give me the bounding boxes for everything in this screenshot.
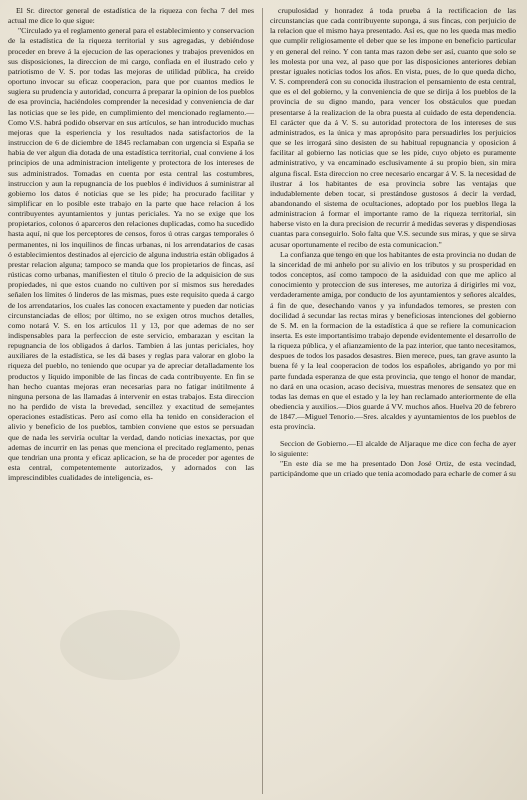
right-column (270, 6, 516, 479)
left-column (8, 6, 254, 483)
column-divider (262, 8, 263, 794)
paragraph: crupulosidad y honradez á toda prueba á la rectificacion de las circunstancias que cada contribuyente suponga, á sus fincas, con perjuicio de la relacion que el mismo haya presentado. Así es, que no les queda mas medio que cumplir religiosamente el deber que se les impone en beneficio particular y en general del reino. Y con tanta mas razon debe ser así, cuanto que solo se les molesta por una vez, al paso que por las disposiciones anteriores debian prestar iguales noticias todos los años. En vista, pues, de lo que queda dicho, V. S. comprenderá con su conocida ilustracion el pensamiento de esta central, que es el del gobierno, y la conveniencia de que se dirija á los pueblos de la provincia de su digno mando, para vencer los obstáculos que puedan presentarse á la realizacion de la obra puesta al cuidado de esta dependencia. El carácter que da á V. S. su autoridad protectora de los intereses de sus administrados, es la única y mas apropósito para persuadirles los perjuicios que se les irrogará sino desisten de su habitual repugnancia y oposicion á facilitar al gobierno las noticias que se les pide, cuyo objeto es puramente administrativo, y va encaminado esclusivamente á su propio bien, sin mira alguna fiscal. Esta direccion no cree necesario encargar á V. S. la necesidad de ilustrar á los habitantes de esa provincia sobre las ventajas que indudablemente deben tocar, si prestándose gustosos á decir la verdad, abandonando el sistema de ocultaciones, adoptado por los pueblos llega la administracion á formar el importante ramo de la riqueza territorial, sin haberse visto en la dura precision de recurrir á medidas severas y dispendiosas cuantas para conseguirlo. Solo falta que V.S. secunde sus miras, y que se sirva acusar oportunamente el recibo de esta comunicacion." (270, 6, 516, 249)
section-heading: Seccion de Gobierno. (280, 438, 349, 448)
section-quote: "En este dia se me ha presentado Don José Ortiz, de esta vecindad, participándome que un criado que tenia acomodado para echarle de comer á su (270, 458, 516, 479)
section-paragraph (270, 439, 516, 459)
paragraph: El Sr. director general de estadística de la riqueza con fecha 7 del mes actual me dice lo que sigue: (8, 6, 254, 26)
paragraph: "Circulado ya el reglamento general para el establecimiento y conservacion de la estadística de la riqueza territorial y sus agregadas, y debiéndose proceder en breve á la ejecucion de las operaciones y trabajos prevenidos en sus disposiciones, la direccion de mi cargo, confiada en el ilustrado celo y patriotismo de V. S. por todas las mejoras de utilidad pública, ha creido oportuno invocar su eficaz cooperacion, para que por cuantos medios le sugiera su prudencia y autoridad, concurra á preparar la opinion de los pueblos de esa provincia, haciéndoles comprender la necesidad y conveniencia de dar las noticias que se les pide, en cumplimiento del mencionado reglamento.—Como V.S. habrá podido observar en sus artículos, se han introducido muchas mejoras que la esperiencia y los resultados nada satisfactorios de la instruccion de 6 de diciembre de 1845 reclamaban con urgencia si España se habia de ver algun dia dotada de una estadística territorial, cual conviene á los principios de una administracion inteligente y protectora de los intereses de sus administrados. Tomadas en cuenta por esta central las costumbres, instruccion y aun la repugnancia de los pueblos é individuos á suministrar al gobierno los datos é noticias que se les pide; ha procurado facilitar y simplificar en lo posible este trabajo en la parte que hace relacion á los contribuyentes ayuntamientos y juntas periciales. Ya no se exige que los propietarios, colonos ó aparceros den relaciones duplicadas, como ha sucedido hasta aquí, ni que los perceptores de censos, foros ú otras cargas temporales ó permanentes, ni los inquilinos de fincas urbanas, ni los arrendatarios de casas ó establecimientos destinados al ejercicio de alguna industria están obligados á prestar relacion alguna; tampoco se manda que los propietarios de fincas, así rústicas como urbanas, manifiesten el título ó precio de la adquisicion de sus propiedades, ni que estos cuando no cultiven por sí mismos sus heredades señalen los límites ó linderos de las mismas, pues este requisito queda á cargo de los arrendatarios, los cuales las conocen exactamente y pueden dar noticias circunstanciadas de ellos; por último, no se exigen otros muchos detalles, como notará V. S. en los artículos 11 y 13, por que ademas de no ser indispensables para la perfeccion de este servicio, embarazan y escitan la repugnancia de los obligados á darlos. Tambien á las juntas periciales, hoy auxiliares de la estadística, se les dá bases y reglas para valorar en globo la riqueza del pueblo, no teniendo que ocupar ya de apreciar detalladamente los productos y líquido imponible de las fincas de cada contribuyente. En fin se han hecho cuantas mejoras eran necesarias para no fatigar inútilmente á ninguna persona de las llamadas á intervenir en estas trabajos. Esta direccion no ha perdido de vista la brevedad, sencillez y exactitud de semejantes operaciones estadísticas. Pero así como ella ha tenido en consideracion el alivio y beneficio de los pueblos, tambien conviene que estos se persuadan que de nada les serviría ocultar la verdad, dando noticias inexactas, por que ademas de incurrir en las penas que menciona el precitado reglamento, penas que tendrian una pronta y eficaz aplicacion, se ha de proceder por agentes de esta central, competentemente autorizados, y adornados con las imprescindibles cualidades de inteligencia, es- (8, 26, 254, 483)
section-text: —El alcalde de Aljaraque me dice con fecha de ayer lo siguiente: (270, 438, 516, 458)
paper-stain (60, 610, 180, 680)
paragraph: La confianza que tengo en que los habitantes de esta provincia no dudan de la sinceridad de mi anhelo por su alivio en los tributos y su prosperidad en todos conceptos, así como tampoco de la asiduidad con que me aplico al conocimiento y proteccion de sus intereses, me autoriza á dirigirles mi voz, verdaderamente amiga, por conducto de los ayuntamientos y señores alcaldes, á fin de que, desechando vanos y ya infundados temores, se presten con docilidad á secundar las rectas miras y beneficiosas intenciones del gobierno de S. M. en la formacion de la estadística á que se refiere la comunicacion inserta. Es este importantísimo trabajo depende evidentemente el desarrollo de la riqueza pública, y el afianzamiento de la paz interior, que tanto necesitamos, despues de todos los pasados desastres. Bien merece, pues, tan grave asunto la buena fé y la leal cooperacion de todos los españoles, abrigando yo por mi parte fundada esperanza de que esta provincia, que tengo el honor de mandar, no dará en una ocasion, acaso decisiva, muestras menores de sensatez que en todas las demas en que el estado y la ley han reclamado anteriormente de ella obediencia y auxilios.—Dios guarde á VV. muchos años. Huelva 20 de febrero de 1847.—Miguel Tenorio.—Sres. alcaldes y ayuntamientos de los pueblos de esta provincia. (270, 249, 516, 432)
